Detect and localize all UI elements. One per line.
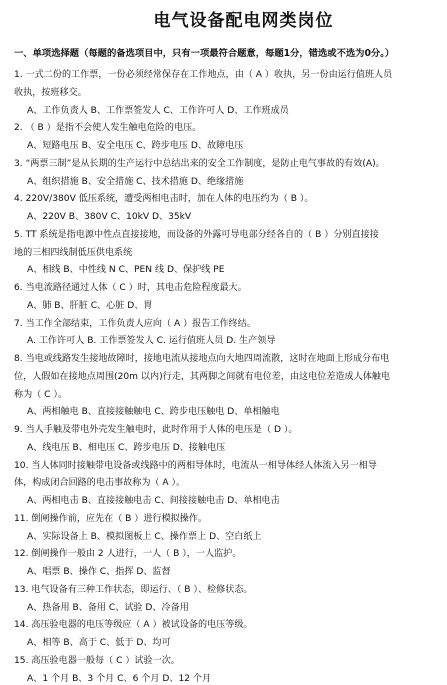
question-text: 3. “两票三制”是从长期的生产运行中总结出来的安全工作制度，是防止电气事故的有效(A)。 [14, 158, 385, 169]
question-text: 10. 当人体同时接触带电设备或线路中的两相导体时，电流从一相导体经人体流入另一相导 [14, 460, 377, 471]
question-text: 11. 倒闸操作前，应先在（ B ）进行模拟操作。 [14, 513, 208, 524]
question-text: 8. 当电或线路发生接地故障时，接地电流从接地点向大地四周流散，这时在地面上形成分布电 [14, 354, 390, 364]
question-text: 6. 当电流路径通过人体（ C ）时，其电击危险程度最大。 [14, 283, 247, 293]
answer-options: A、两相电击 B、直接接触电击 C、间接接触电击 D、单相电击 [27, 496, 280, 506]
answer-options: A、热备用 B、备用 C、试验 D、冷备用 [27, 602, 189, 613]
question-text: 2. （ B ）是指不会使人发生触电危险的电压。 [14, 123, 202, 134]
question-text: 12. 倒闸操作一般由 2 人进行，一人（ B ），一人监护。 [14, 549, 242, 560]
answer-options: A、唱票 B、操作 C、指挥 D、监督 [27, 567, 171, 577]
document-title: 电气设备配电网类岗位 [153, 11, 334, 31]
answer-options: A、工作负责人 B、工作票签发人 C、工作许可人 D、工作班成员 [27, 105, 289, 116]
answer-options: A、相等 B、高于 C、低于 D、均可 [27, 638, 171, 648]
question-continuation: 位，人假如在接地点周围(20m 以内)行走，其两脚之间就有电位差，由这电位差造成人体触电 [14, 371, 390, 382]
answer-options: A、相线 B、中性线 N C、PEN 线 D、保护线 PE [27, 265, 225, 276]
question-text: 1. 一式二份的工作票，一份必须经常保存在工作地点，由（ A ）收执，另一份由运行值班人员 [14, 70, 393, 80]
question-continuation: 地的三相四线制低压供电系统 [14, 247, 133, 258]
answer-options: A、线电压 B、相电压 C、跨步电压 D、接触电压 [27, 442, 226, 453]
question-text: 4. 220V/380V 低压系统，遭受两相电击时，加在人体的电压约为（ B ）。 [14, 194, 314, 205]
question-text: 15. 高压验电器一般每（ C ）试验一次。 [14, 655, 180, 666]
answer-options: A、220V B、380V C、10kV D、35kV [27, 212, 192, 222]
answer-options: A、两相触电 B、直接接触触电 C、跨步电压触电 D、单相触电 [27, 407, 280, 418]
section-heading: 一、单项选择题（每题的备选项目中，只有一项最符合题意，每题1分，错选或不选为0分。） [14, 48, 395, 59]
answer-options: A、短路电压 B、安全电压 C、跨步电压 D、故障电压 [27, 141, 244, 151]
question-text: 13. 电气设备有三种工作状态，即运行、（ B ）、检修状态。 [14, 584, 253, 595]
answer-options: A、组织措施 B、安全措施 C、技术措施 D、绝缘措施 [27, 176, 244, 187]
question-text: 14. 高压验电器的电压等级应（ A ）被试设备的电压等级。 [14, 620, 253, 631]
question-text: 9. 当人手触及带电外壳发生触电时，此时作用于人体的电压是（ D ）。 [14, 425, 298, 435]
question-text: 7. 当工作全部结束，工作负责人应向（ A ）报告工作终结。 [14, 318, 256, 329]
answer-options: A、实际设备上 B、模拟图板上 C、操作票上 D、空白纸上 [27, 531, 262, 542]
answer-options: A、1 个月 B、3 个月 C、6 个月 D、12 个月 [27, 673, 212, 684]
answer-options: A、肺 B、肝脏 C、心脏 D、胃 [27, 300, 153, 311]
question-continuation: 收执，按班移交。 [14, 87, 87, 98]
question-text: 5. TT 系统是指电源中性点直接接地，而设备的外露可导电部分经各自的（ B ）分别直接接 [14, 229, 379, 240]
question-continuation: 体，构成闭合回路的电击事故称为（ A ）。 [14, 478, 186, 489]
question-continuation: 称为（ C ）。 [14, 389, 68, 400]
answer-options: A. 工作许可人 B. 工作票签发人 C. 运行值班人员 D. 生产领导 [27, 336, 276, 347]
